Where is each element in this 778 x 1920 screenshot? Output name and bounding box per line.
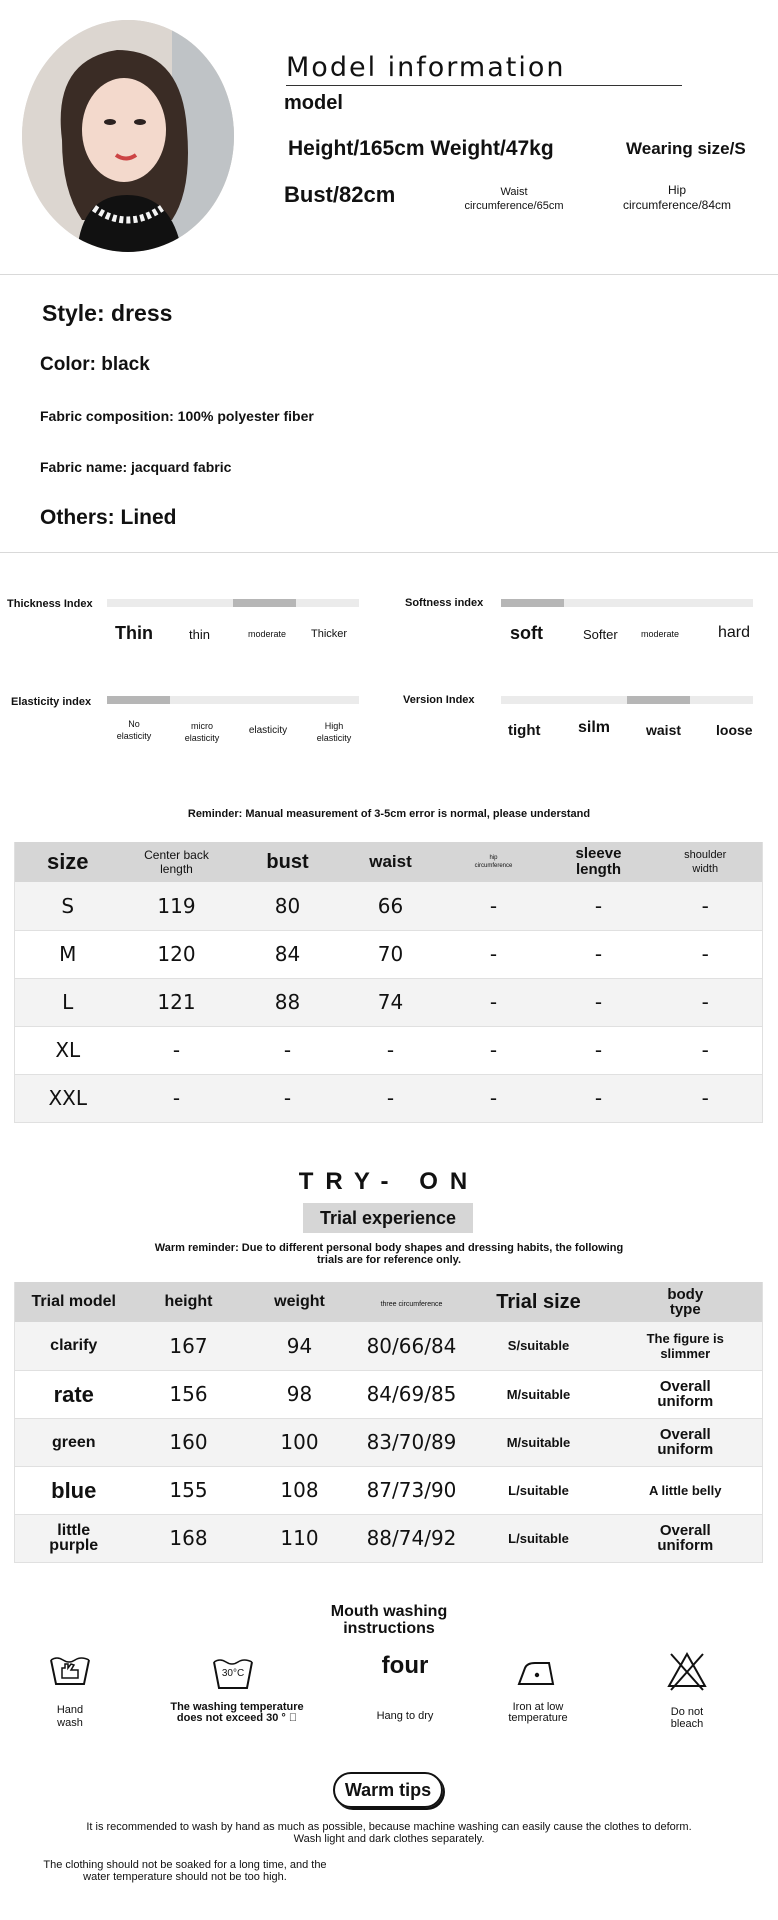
- tryon-cell: A little belly: [609, 1466, 763, 1514]
- thickness-index-label: Thickness Index: [7, 598, 93, 610]
- size-chart-row: [15, 930, 763, 978]
- hang-dry-label: Hang to dry: [376, 1710, 434, 1722]
- size-chart-cell: 88: [233, 978, 343, 1026]
- header-hip-circumference: hip circumference: [439, 842, 549, 882]
- header-bust: bust: [233, 842, 343, 882]
- size-chart-cell: XL: [15, 1026, 121, 1074]
- hand-wash-label: Hand wash: [56, 1704, 84, 1729]
- tryon-cell: 88/74/92: [355, 1514, 469, 1562]
- size-chart-row: [15, 882, 763, 930]
- hand-wash-icon: [48, 1652, 92, 1697]
- header-sleeve-length: sleeve length: [549, 842, 649, 882]
- size-chart-cell: 66: [343, 882, 439, 930]
- washing-title: Mouth washing instructions: [330, 1603, 448, 1637]
- tryon-header-row: [15, 1282, 763, 1322]
- tryon-cell-line: uniform: [657, 1441, 714, 1458]
- header-trial-size: Trial size: [469, 1282, 609, 1322]
- model-waist: Waist circumference/65cm: [464, 186, 564, 212]
- iron-low-icon: [515, 1658, 557, 1693]
- tryon-cell: 84/69/85: [355, 1370, 469, 1418]
- size-chart-header-row: [15, 842, 763, 882]
- product-style: Style: dress: [42, 300, 173, 326]
- version-index-bar: [501, 696, 753, 704]
- version-option: silm: [578, 719, 611, 736]
- tryon-cell-line: purple: [49, 1537, 99, 1554]
- tryon-cell: 155: [133, 1466, 245, 1514]
- thickness-index-bar: [107, 599, 359, 607]
- size-chart-cell: -: [549, 882, 649, 930]
- tryon-row: [15, 1466, 763, 1514]
- size-chart-cell: -: [439, 930, 549, 978]
- thickness-option: Thin: [115, 623, 153, 643]
- size-chart-table: [14, 842, 763, 1123]
- tryon-cell: [609, 1370, 763, 1418]
- model-height-weight: Height/165cm Weight/47kg: [288, 137, 554, 160]
- tryon-cell: 80/66/84: [355, 1322, 469, 1370]
- elasticity-option: No elasticity: [116, 719, 152, 741]
- size-chart-reminder: Reminder: Manual measurement of 3-5cm error is normal, please understand: [187, 808, 591, 820]
- tryon-cell: rate: [15, 1370, 133, 1418]
- tryon-cell: green: [15, 1418, 133, 1466]
- warm-tips-line2: The clothing should not be soaked for a long time, and the water temperature should not be too high.: [43, 1859, 327, 1883]
- size-chart-cell: M: [15, 930, 121, 978]
- model-title-block: [286, 52, 682, 86]
- thickness-index-fill: [233, 599, 296, 607]
- size-chart-cell: -: [649, 882, 763, 930]
- section-divider: [0, 552, 778, 553]
- elasticity-index-label: Elasticity index: [11, 696, 92, 708]
- size-chart-cell: 74: [343, 978, 439, 1026]
- size-chart-cell: -: [549, 978, 649, 1026]
- header-three-circumference: three circumference: [355, 1282, 469, 1322]
- wash-30-icon-text: 30°C: [221, 1668, 245, 1679]
- thickness-option: moderate: [248, 629, 287, 639]
- elasticity-index-fill: [107, 696, 170, 704]
- model-title: Model information: [286, 52, 566, 83]
- size-chart-cell: -: [649, 1074, 763, 1122]
- version-index-label: Version Index: [403, 694, 475, 706]
- tryon-reminder: Warm reminder: Due to different personal body shapes and dressing habits, the following trials are for reference only.: [154, 1242, 624, 1266]
- product-color: Color: black: [40, 354, 150, 375]
- hang-dry-icon: four: [381, 1652, 429, 1679]
- tryon-cell: M/suitable: [469, 1418, 609, 1466]
- size-chart-cell: -: [233, 1026, 343, 1074]
- size-chart-cell: -: [649, 930, 763, 978]
- size-chart-cell: -: [343, 1026, 439, 1074]
- header-height: height: [133, 1282, 245, 1322]
- header-trial-model: Trial model: [15, 1282, 133, 1322]
- size-chart-cell: 121: [121, 978, 233, 1026]
- elasticity-option: elasticity: [248, 725, 288, 736]
- softness-option: hard: [718, 624, 751, 641]
- size-chart-cell: 84: [233, 930, 343, 978]
- tryon-subtitle: Trial experience: [303, 1203, 473, 1233]
- softness-option: Softer: [583, 627, 618, 642]
- thickness-option: thin: [189, 627, 210, 642]
- tryon-cell: 160: [133, 1418, 245, 1466]
- size-chart-cell: 70: [343, 930, 439, 978]
- tryon-cell: L/suitable: [469, 1514, 609, 1562]
- tryon-cell: clarify: [15, 1322, 133, 1370]
- elasticity-index-bar: [107, 696, 359, 704]
- size-chart-cell: -: [121, 1026, 233, 1074]
- tryon-cell: 167: [133, 1322, 245, 1370]
- section-divider: [0, 274, 778, 275]
- softness-option: moderate: [641, 629, 680, 639]
- size-chart-cell: -: [439, 1074, 549, 1122]
- tryon-title: TRY- ON: [298, 1168, 480, 1195]
- tryon-cell-line: uniform: [657, 1393, 714, 1410]
- tryon-cell: 168: [133, 1514, 245, 1562]
- size-chart-cell: -: [549, 1074, 649, 1122]
- version-option: waist: [646, 722, 682, 738]
- elasticity-option: micro elasticity: [184, 721, 220, 743]
- size-chart-cell: -: [439, 882, 549, 930]
- tryon-row: [15, 1514, 763, 1562]
- tryon-cell-line: Overall: [659, 1522, 711, 1539]
- tryon-row: [15, 1370, 763, 1418]
- tryon-cell: 87/73/90: [355, 1466, 469, 1514]
- tryon-cell-line: Overall: [659, 1426, 711, 1443]
- version-index-fill: [627, 696, 690, 704]
- wash-30-icon: [211, 1654, 255, 1694]
- tryon-cell: 100: [245, 1418, 355, 1466]
- model-hip: Hip circumference/84cm: [622, 183, 732, 212]
- tryon-cell: 110: [245, 1514, 355, 1562]
- tryon-cell: 156: [133, 1370, 245, 1418]
- size-chart-cell: -: [343, 1074, 439, 1122]
- size-chart-cell: XXL: [15, 1074, 121, 1122]
- softness-index-fill: [501, 599, 564, 607]
- iron-low-label: Iron at low temperature: [508, 1701, 568, 1724]
- product-fabric-composition: Fabric composition: 100% polyester fiber: [40, 408, 314, 424]
- size-chart-cell: -: [121, 1074, 233, 1122]
- size-chart-cell: 80: [233, 882, 343, 930]
- header-size: size: [15, 842, 121, 882]
- model-photo: [22, 20, 234, 252]
- size-chart-cell: 119: [121, 882, 233, 930]
- tryon-cell-line: The figure is: [646, 1330, 724, 1346]
- tryon-cell: [15, 1514, 133, 1562]
- warm-tips-badge: Warm tips: [333, 1772, 443, 1808]
- no-bleach-icon: [666, 1650, 708, 1697]
- header-weight: weight: [245, 1282, 355, 1322]
- size-chart-cell: L: [15, 978, 121, 1026]
- product-fabric-name: Fabric name: jacquard fabric: [40, 459, 232, 475]
- tryon-cell: M/suitable: [469, 1370, 609, 1418]
- thickness-option: Thicker: [311, 628, 348, 640]
- tryon-cell: blue: [15, 1466, 133, 1514]
- size-chart-cell: S: [15, 882, 121, 930]
- tryon-cell: [609, 1514, 763, 1562]
- size-chart-cell: 120: [121, 930, 233, 978]
- size-chart-cell: -: [233, 1074, 343, 1122]
- tryon-cell: 98: [245, 1370, 355, 1418]
- model-bust: Bust/82cm: [284, 182, 396, 207]
- tryon-cell: 108: [245, 1466, 355, 1514]
- model-subtitle: model: [284, 92, 343, 114]
- tryon-table: [14, 1282, 763, 1563]
- tryon-cell-line: little: [57, 1522, 91, 1539]
- tryon-cell: [609, 1322, 763, 1370]
- size-chart-cell: -: [649, 1026, 763, 1074]
- tryon-cell: [609, 1418, 763, 1466]
- no-bleach-label: Do not bleach: [670, 1706, 704, 1730]
- version-option: loose: [716, 722, 753, 738]
- tryon-cell: L/suitable: [469, 1466, 609, 1514]
- tryon-cell: 94: [245, 1322, 355, 1370]
- size-chart-cell: -: [439, 1026, 549, 1074]
- size-chart-cell: -: [549, 930, 649, 978]
- product-others: Others: Lined: [40, 506, 177, 529]
- header-center-back-length: Center back length: [121, 842, 233, 882]
- version-option: tight: [508, 722, 541, 739]
- warm-tips-line1: It is recommended to wash by hand as much as possible, because machine washing can easily cause the clothes to deform. Wash light and dark clothes separately.: [86, 1821, 692, 1845]
- softness-index-label: Softness index: [405, 597, 484, 609]
- size-chart-row: [15, 1074, 763, 1122]
- tryon-row: [15, 1418, 763, 1466]
- model-portrait-icon: [22, 20, 234, 252]
- tryon-cell-line: Overall: [659, 1378, 711, 1395]
- softness-index-bar: [501, 599, 753, 607]
- tryon-cell: S/suitable: [469, 1322, 609, 1370]
- size-chart-cell: -: [649, 978, 763, 1026]
- size-chart-row: [15, 1026, 763, 1074]
- size-chart-cell: -: [439, 978, 549, 1026]
- tryon-row: [15, 1322, 763, 1370]
- size-chart-cell: -: [549, 1026, 649, 1074]
- elasticity-option: High elasticity: [316, 721, 352, 743]
- tryon-cell-line: uniform: [657, 1537, 714, 1554]
- header-waist: waist: [343, 842, 439, 882]
- wash-temperature-label: The washing temperature does not exceed 30 ° 𫝀: [170, 1701, 304, 1724]
- tryon-cell-line: slimmer: [660, 1345, 711, 1361]
- tryon-cell: 83/70/89: [355, 1418, 469, 1466]
- header-body-type: body type: [609, 1282, 763, 1322]
- header-shoulder-width: shoulder width: [649, 842, 763, 882]
- size-chart-row: [15, 978, 763, 1026]
- softness-option: soft: [510, 623, 543, 643]
- model-wearing-size: Wearing size/S: [626, 139, 746, 158]
